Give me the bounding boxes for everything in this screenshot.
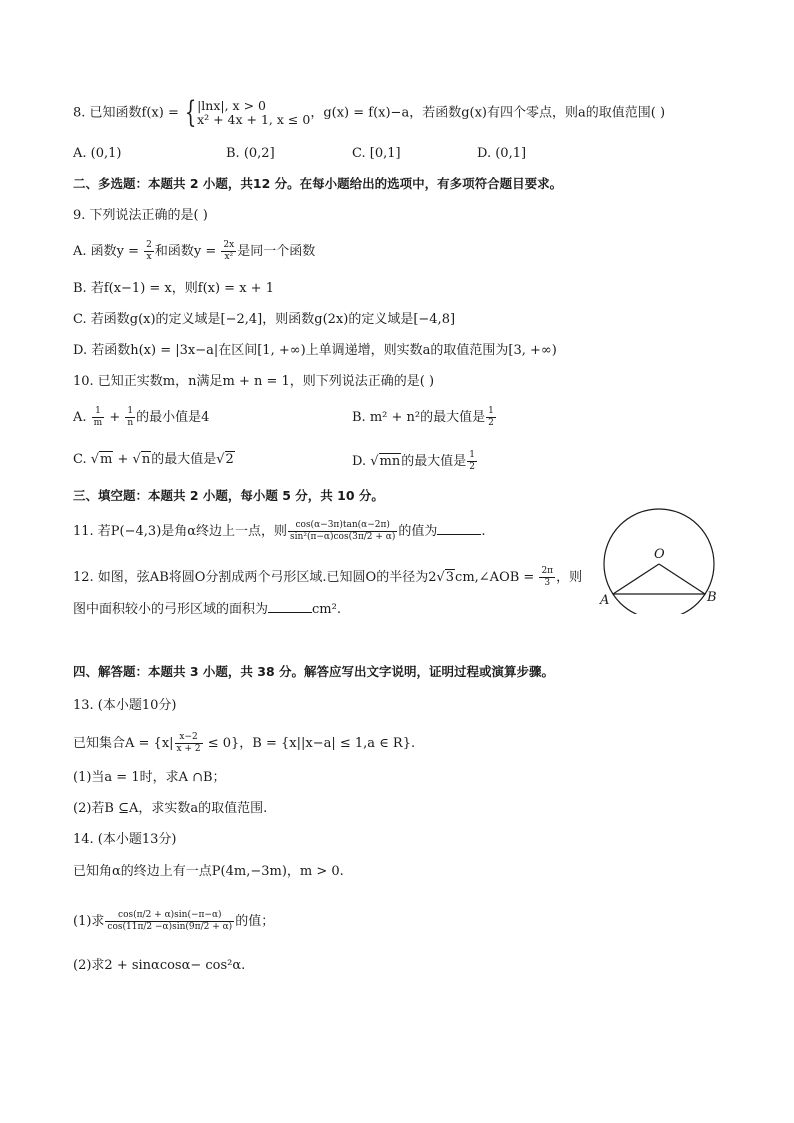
- fraction: [288, 520, 397, 543]
- fraction: [105, 910, 234, 933]
- q12-line2-prefix: 图中面积较小的弓形区域的面积为: [73, 602, 269, 617]
- q13-stem-suffix: ≤ 0}，B = {x||x−a| ≤ 1,a ∈ R}.: [203, 736, 416, 751]
- q10-c-prefix: C. √: [73, 452, 100, 467]
- fraction-denominator: 3: [544, 578, 551, 588]
- q9-a-mid: 和函数y =: [154, 244, 221, 259]
- sqrt-radicand: m: [100, 452, 113, 467]
- question-13-stem: [73, 732, 415, 755]
- piecewise-cases: [197, 99, 310, 127]
- question-12-line-1: [73, 566, 582, 589]
- q14-p1-prefix: (1)求: [73, 914, 105, 929]
- q14-p1-suffix: 的值；: [235, 914, 275, 929]
- label-o: O: [654, 547, 665, 562]
- fraction-numerator: 1: [92, 406, 105, 418]
- question-10-stem: 10. 已知正实数m，n满足m + n = 1，则下列说法正确的是( ): [73, 374, 435, 389]
- q8-option-d: D. (0,1]: [477, 146, 527, 161]
- fraction: [92, 406, 105, 429]
- fraction: [144, 240, 154, 263]
- fraction: [175, 732, 203, 755]
- q10-d-prefix: D. √: [352, 454, 379, 469]
- question-9-option-d: D. 若函数h(x) = |3x−a|在区间[1, +∞)上单调递增，则实数a的取值范围为[3, +∞): [73, 343, 557, 358]
- section-2-heading: 二、多选题：本题共 2 小题，共12 分。在每小题给出的选项中，有多项符合题目要求。: [73, 176, 563, 191]
- question-13-part-2: (2)若B ⊆A，求实数a的取值范围.: [73, 801, 268, 816]
- q13-stem-prefix: 已知集合A = {x|: [73, 736, 174, 751]
- question-9-option-c: C. 若函数g(x)的定义域是[−2,4]，则函数g(2x)的定义域是[−4,8]: [73, 312, 456, 327]
- question-14-stem: 已知角α的终边上有一点P(4m,−3m)，m > 0.: [73, 864, 344, 879]
- q8-case-1: |lnx|, x > 0: [197, 98, 266, 113]
- fraction-numerator: 2π: [541, 566, 554, 576]
- fraction: [125, 406, 135, 429]
- question-13-header: 13. (本小题10分): [73, 698, 177, 713]
- fraction-numerator: 1: [488, 406, 494, 416]
- brace-symbol: {: [184, 95, 197, 130]
- section-3-heading: 三、填空题：本题共 2 小题，每小题 5 分，共 10 分。: [73, 488, 384, 503]
- q8-suffix: ，g(x) = f(x)−a，若函数g(x)有四个零点，则a的取值范围( ): [310, 105, 666, 121]
- question-14-part-2: (2)求2 + sinαcosα− cos²α.: [73, 958, 246, 973]
- q11-prefix: 11. 若P(−4,3)是角α终边上一点，则: [73, 524, 288, 539]
- fraction-denominator: sin²(π−α)cos(3π/2 + α): [290, 532, 396, 542]
- label-b: B: [707, 590, 717, 605]
- fraction-denominator: m: [93, 418, 103, 428]
- fraction-numerator: 2: [146, 240, 152, 250]
- q10-d-mid: 的最大值是: [401, 454, 467, 469]
- fraction-denominator: cos(11π/2 −α)sin(9π/2 + α): [107, 922, 233, 932]
- question-9-option-b: B. 若f(x−1) = x，则f(x) = x + 1: [73, 281, 274, 296]
- fraction-denominator: x²: [224, 252, 234, 262]
- fraction-numerator: cos(α−3π)tan(α−2π): [288, 520, 397, 532]
- q12-line2-suffix: cm².: [312, 602, 341, 617]
- fraction-numerator: x−2: [175, 732, 203, 744]
- q8-case-2: x² + 4x + 1, x ≤ 0: [197, 112, 311, 127]
- q9-a-prefix: A. 函数y =: [73, 244, 144, 259]
- sqrt-radicand: 3: [445, 570, 455, 585]
- circle-diagram: [596, 506, 724, 614]
- fraction-denominator: x: [146, 252, 152, 262]
- question-8: [73, 95, 666, 130]
- answer-blank[interactable]: [437, 522, 481, 535]
- question-10-option-c: [73, 450, 235, 470]
- plus-sign: +: [105, 410, 125, 425]
- q10-a-prefix: A.: [73, 410, 91, 425]
- q11-end: .: [481, 524, 486, 539]
- q12-line1-suffix: ，则: [556, 570, 583, 585]
- radius-ob: [659, 564, 705, 594]
- fraction: [486, 406, 496, 429]
- q9-a-suffix: 是同一个函数: [237, 244, 316, 259]
- q8-option-c: C. [0,1]: [352, 146, 401, 161]
- answer-blank[interactable]: [268, 600, 312, 613]
- question-12-line-2: [73, 600, 341, 620]
- question-11: [73, 520, 486, 543]
- question-13-part-1: (1)当a = 1时，求A ∩B；: [73, 770, 226, 785]
- fraction-denominator: n: [127, 418, 134, 428]
- q8-prefix: 8. 已知函数f(x) =: [73, 105, 183, 121]
- q8-option-a: A. (0,1): [73, 146, 122, 161]
- section-4-heading: 四、解答题：本题共 3 小题，共 38 分。解答应写出文字说明，证明过程或演算步骤。: [73, 664, 555, 679]
- label-a: A: [600, 593, 610, 608]
- question-10-option-a: [73, 406, 209, 429]
- fraction-denominator: x + 2: [176, 744, 201, 754]
- fraction: [221, 240, 236, 263]
- radius-oa: [613, 564, 659, 594]
- q12-line1-mid: cm,∠AOB =: [455, 570, 539, 585]
- fraction-numerator: 1: [469, 450, 475, 460]
- q10-a-suffix: 的最小值是4: [136, 410, 210, 425]
- fraction: [539, 566, 555, 589]
- question-10-option-d: [352, 450, 478, 473]
- q10-b-prefix: B. m² + n²的最大值是: [352, 410, 486, 425]
- sqrt-radicand: n: [141, 452, 151, 467]
- fraction-numerator: 1: [125, 406, 135, 418]
- sqrt-radicand: mn: [379, 454, 401, 469]
- fraction: [467, 450, 477, 473]
- question-10-option-b: [352, 406, 497, 429]
- question-9-option-a: [73, 240, 315, 263]
- q10-c-plus: + √: [113, 452, 141, 467]
- fraction-denominator: 2: [469, 462, 475, 472]
- fraction-numerator: cos(π/2 + α)sin(−π−α): [105, 910, 234, 922]
- fraction-numerator: 2x: [223, 240, 235, 250]
- q11-suffix: 的值为: [398, 524, 438, 539]
- question-14-header: 14. (本小题13分): [73, 832, 177, 847]
- question-9-stem: 9. 下列说法正确的是( ): [73, 208, 208, 223]
- sqrt-radicand: 2: [225, 452, 234, 467]
- question-14-part-1: [73, 910, 274, 933]
- q8-option-b: B. (0,2]: [226, 146, 275, 161]
- q10-c-mid: 的最大值是√: [151, 452, 225, 467]
- q12-line1-prefix: 12. 如图，弦AB将圆O分割成两个弓形区域.已知圆O的半径为2√: [73, 570, 445, 585]
- fraction-denominator: 2: [488, 418, 494, 428]
